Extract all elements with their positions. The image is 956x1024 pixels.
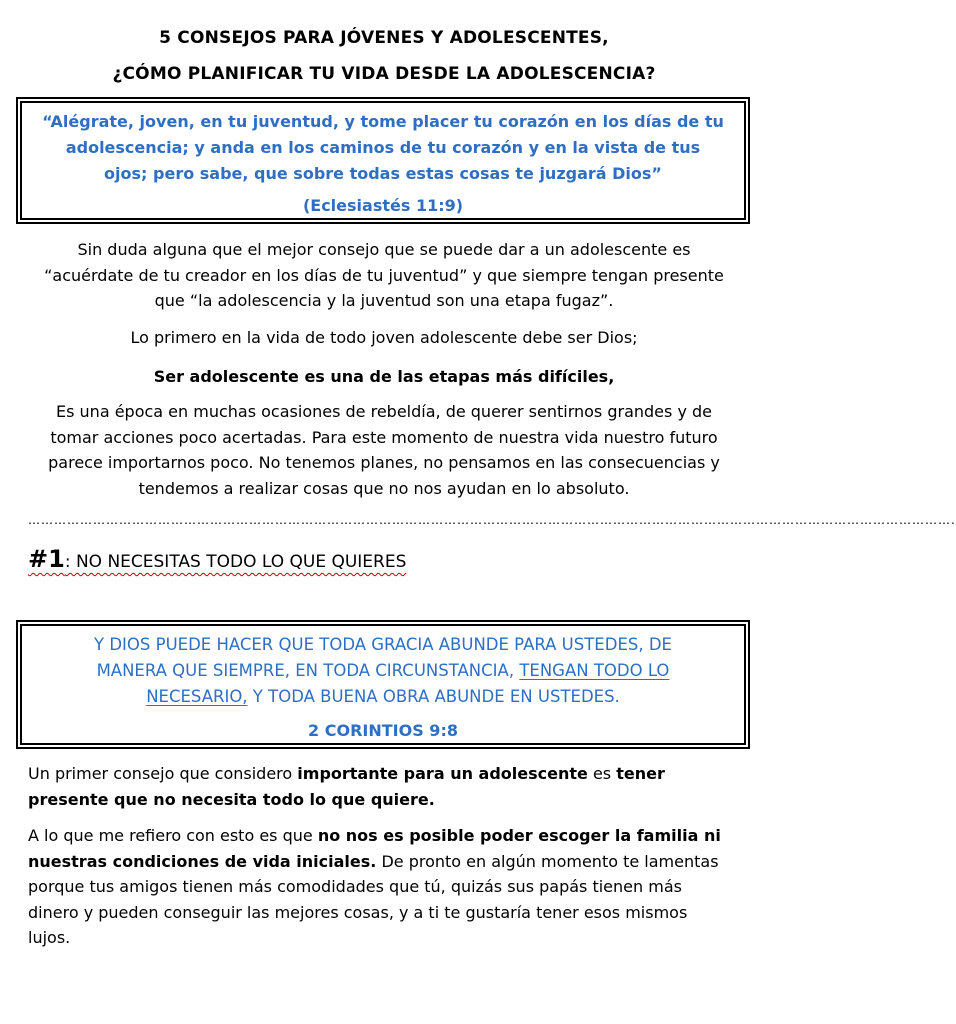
quote-text bbox=[22, 109, 744, 187]
intro-paragraph-3 bbox=[28, 399, 740, 501]
text-line bbox=[28, 849, 740, 875]
text-line bbox=[28, 761, 740, 787]
text-span: De pronto en algún momento te lamentas bbox=[376, 851, 719, 871]
text-line: “acuérdate de tu creador en los días de tu juventud” y que siempre tengan presente bbox=[44, 265, 724, 285]
text-span: es bbox=[587, 764, 617, 783]
text-line: parece importarnos poco. No tenemos planes, no pensamos en las consecuencias y bbox=[48, 453, 720, 472]
text-line: porque tus amigos tienen más comodidades que tú, quizás sus papás tienen más bbox=[28, 877, 682, 896]
text-line bbox=[28, 787, 740, 813]
quote-line: ojos; pero sabe, que sobre todas estas cosas te juzgará Dios” bbox=[104, 164, 662, 183]
bold-text: tener bbox=[616, 764, 665, 783]
section-number: #1 bbox=[28, 545, 65, 573]
quote-link-tengan[interactable]: TENGAN TODO LO bbox=[519, 661, 670, 680]
bold-text: presente que no necesita todo lo que quiere bbox=[28, 789, 429, 809]
text-line: lujos. bbox=[28, 928, 71, 947]
quote-line-part: MANERA QUE SIEMPRE, EN TODA CIRCUNSTANCIA, bbox=[96, 661, 520, 680]
section-title: : NO NECESITAS TODO LO QUE QUIERES bbox=[64, 552, 407, 572]
text-line: que “la adolescencia y la juventud son una etapa fugaz”. bbox=[154, 291, 614, 310]
quote-box-corinthians bbox=[20, 624, 746, 745]
intro-paragraph-2: Lo primero en la vida de todo joven adolescente debe ser Dios; bbox=[130, 328, 638, 347]
intro-paragraph-1 bbox=[28, 237, 740, 314]
quote-reference: 2 CORINTIOS 9:8 bbox=[308, 721, 458, 740]
text-line: Sin duda alguna que el mejor consejo que se puede dar a un adolescente es bbox=[77, 240, 691, 259]
quote-reference: (Eclesiastés 11:9) bbox=[302, 196, 464, 215]
document-title-line-1: 5 CONSEJOS PARA JÓVENES Y ADOLESCENTES, bbox=[159, 28, 609, 48]
text-line: tendemos a realizar cosas que no nos ayudan en lo absoluto. bbox=[138, 478, 630, 498]
bold-text: . bbox=[428, 789, 435, 809]
quote-text bbox=[22, 632, 744, 710]
quote-line: Y DIOS PUEDE HACER QUE TODA GRACIA ABUNDE PARA USTEDES, DE bbox=[94, 635, 672, 654]
bold-text: importante para un adolescente bbox=[297, 764, 588, 783]
quote-line: adolescencia; y anda en los caminos de tu corazón y en la vista de tus bbox=[65, 138, 701, 157]
body-paragraph-2 bbox=[28, 823, 740, 951]
bold-text: nuestras condiciones de vida iniciales. bbox=[28, 851, 377, 871]
body-paragraph-1 bbox=[28, 761, 740, 812]
quote-box-ecclesiastes bbox=[20, 101, 746, 220]
document-title-line-2: ¿CÓMO PLANIFICAR TU VIDA DESDE LA ADOLESCENCIA? bbox=[112, 64, 656, 84]
text-span: Un primer consejo que considero bbox=[28, 764, 298, 783]
quote-line: “Alégrate, joven, en tu juventud, y tome placer tu corazón en los días de tu bbox=[42, 112, 724, 131]
quote-link-necesario[interactable]: NECESARIO, bbox=[146, 687, 248, 706]
text-line: Es una época en muchas ocasiones de rebeldía, de querer sentirnos grandes y de bbox=[56, 402, 712, 421]
dotted-separator: ……………………………………………………………………………………………………………………………………………………………………………………………. bbox=[28, 513, 956, 527]
text-line: dinero y pueden conseguir las mejores cosas, y a ti te gustaría tener esos mismos bbox=[28, 902, 688, 922]
bold-text: no nos es posible poder escoger la familia ni bbox=[317, 826, 721, 845]
quote-line bbox=[22, 658, 744, 684]
quote-line-part: Y TODA BUENA OBRA ABUNDE EN USTEDES. bbox=[247, 687, 620, 706]
quote-line bbox=[22, 684, 744, 710]
text-line bbox=[28, 823, 740, 849]
intro-bold-statement: Ser adolescente es una de las etapas más difíciles, bbox=[153, 367, 615, 386]
section-1-heading bbox=[28, 545, 406, 573]
text-line: tomar acciones poco acertadas. Para este momento de nuestra vida nuestro futuro bbox=[50, 427, 718, 447]
text-span: A lo que me refiero con esto es que bbox=[28, 826, 318, 845]
